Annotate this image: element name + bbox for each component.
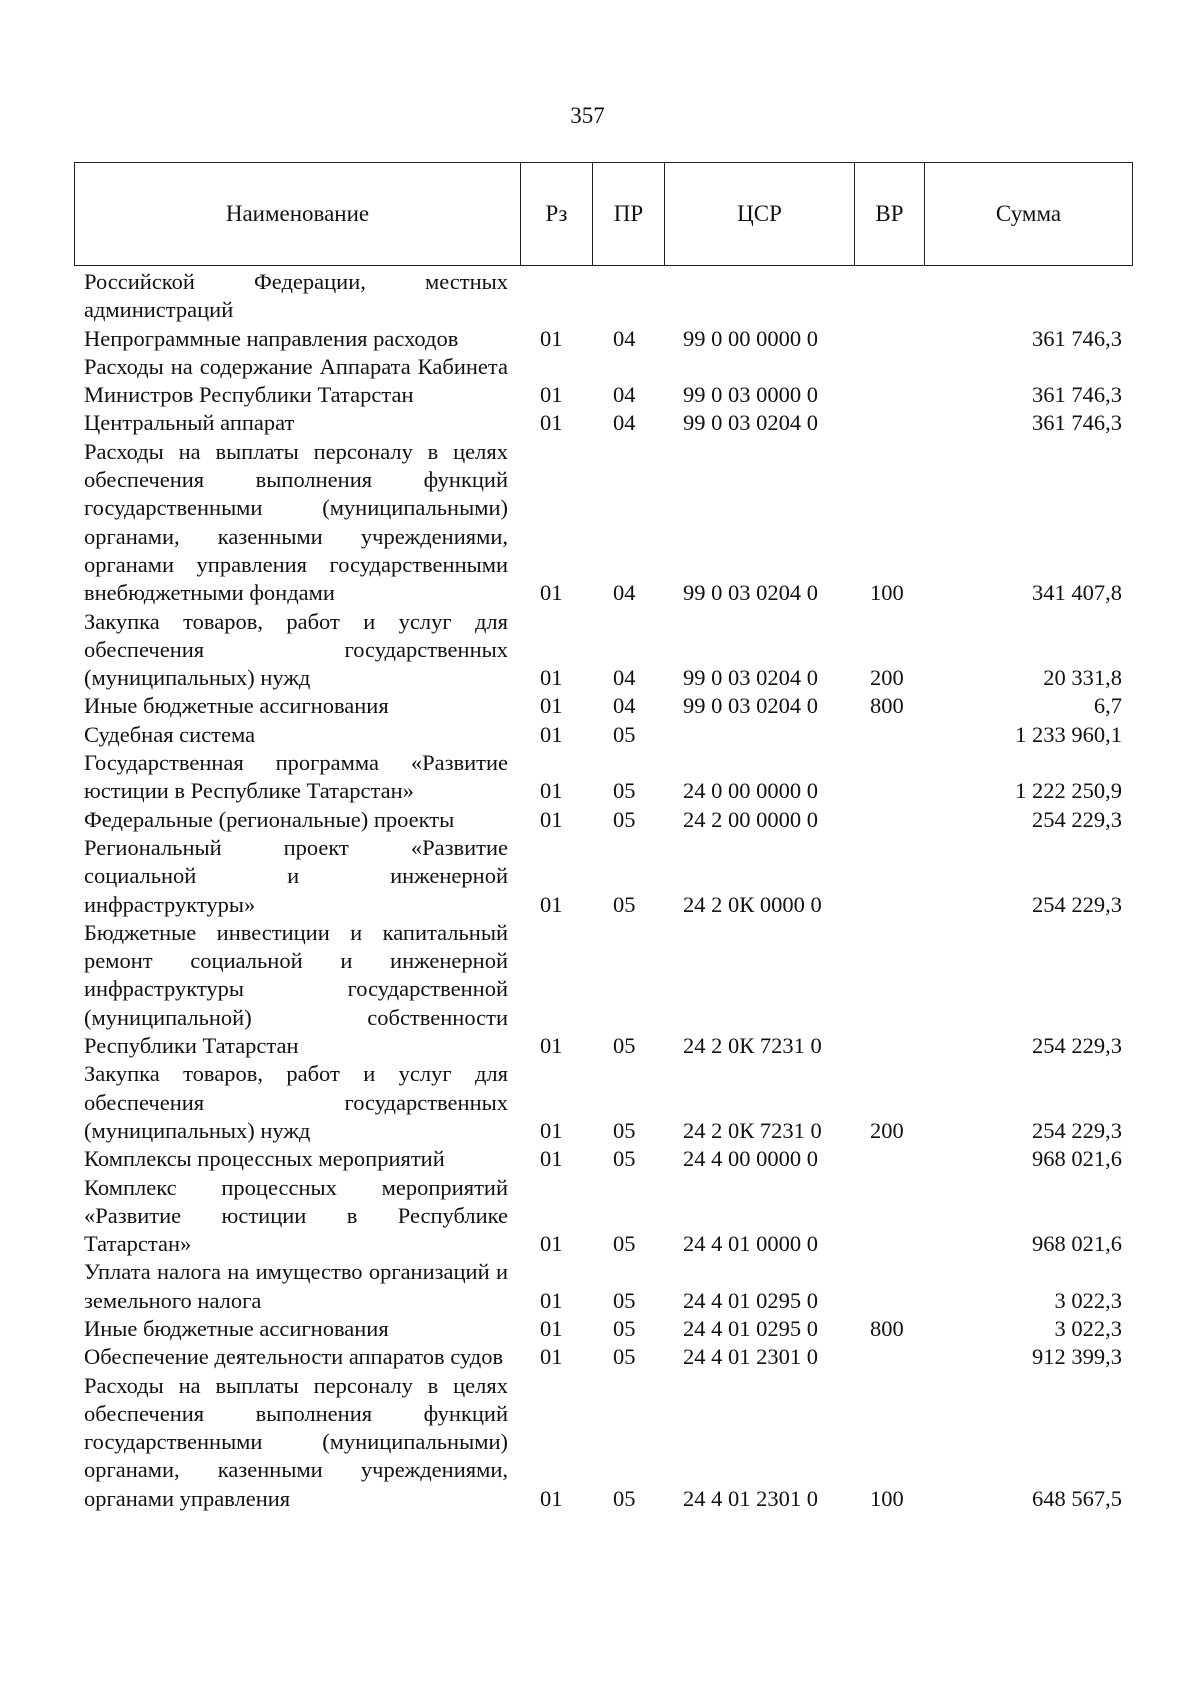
row-name: Федеральные (региональные) проекты xyxy=(84,806,455,832)
row-codes xyxy=(0,891,1200,919)
row-csr: 24 4 01 2301 0 xyxy=(683,1485,818,1511)
row-pr: 04 xyxy=(613,325,636,351)
row-sum: 361 746,3 xyxy=(1032,382,1122,408)
row-pr: 05 xyxy=(613,1146,636,1172)
row-pr: 05 xyxy=(613,1315,636,1341)
row-sum: 20 331,8 xyxy=(1043,665,1122,691)
row-codes xyxy=(0,381,1200,409)
row-sum: 1 222 250,9 xyxy=(1015,778,1122,804)
row-codes xyxy=(0,692,1200,720)
table-row xyxy=(0,1060,1200,1145)
row-codes xyxy=(0,1032,1200,1060)
row-name: Расходы на выплаты персоналу в целях обеспечения выполнения функций государственными (муниципальными) органами, казенными учреждениями, органами управления государственными внебюджетными фондами xyxy=(84,438,508,606)
table-row xyxy=(0,1315,1200,1343)
row-rz: 01 xyxy=(540,1231,563,1257)
row-pr: 05 xyxy=(613,891,636,917)
row-rz: 01 xyxy=(540,721,563,747)
row-name: Комплексы процессных мероприятий xyxy=(84,1146,445,1172)
table-row xyxy=(0,438,1200,608)
row-pr: 04 xyxy=(613,410,636,436)
row-name: Расходы на выплаты персоналу в целях обеспечения выполнения функций государственными (муниципальными) органами, казенными учреждениями, органами управления xyxy=(84,1372,508,1511)
row-vr: 100 xyxy=(870,1485,904,1511)
row-codes xyxy=(0,1343,1200,1371)
row-vr: 800 xyxy=(870,1315,904,1341)
row-rz: 01 xyxy=(540,891,563,917)
table-row xyxy=(0,834,1200,919)
table-row xyxy=(0,1145,1200,1173)
row-vr: 200 xyxy=(870,665,904,691)
row-name: Российской Федерации, местных администраций xyxy=(84,269,508,323)
row-vr: 800 xyxy=(870,693,904,719)
row-codes xyxy=(0,325,1200,353)
column-header-pr: ПР xyxy=(593,163,665,265)
row-csr: 99 0 03 0204 0 xyxy=(683,665,818,691)
row-csr: 99 0 03 0204 0 xyxy=(683,580,818,606)
column-header-csr: ЦСР xyxy=(665,163,855,265)
row-codes xyxy=(0,409,1200,437)
row-pr: 04 xyxy=(613,580,636,606)
row-rz: 01 xyxy=(540,1287,563,1313)
row-name: Расходы на содержание Аппарата Кабинета Министров Республики Татарстан xyxy=(84,353,508,408)
row-codes xyxy=(0,806,1200,834)
row-pr: 04 xyxy=(613,382,636,408)
table-row xyxy=(0,749,1200,806)
row-name: Закупка товаров, работ и услуг для обеспечения государственных (муниципальных) нужд xyxy=(84,1061,508,1143)
row-name: Бюджетные инвестиции и капитальный ремонт социальной и инженерной инфраструктуры государственной (муниципальной) собственности Республики Татарстан xyxy=(84,919,508,1059)
table-row xyxy=(0,608,1200,693)
row-pr: 05 xyxy=(613,778,636,804)
row-name: Государственная программа «Развитие юстиции в Республике Татарстан» xyxy=(84,750,508,804)
row-csr: 24 4 01 0000 0 xyxy=(683,1231,818,1257)
row-sum: 6,7 xyxy=(1093,693,1122,719)
row-csr: 24 2 0К 7231 0 xyxy=(683,1033,822,1059)
row-sum: 254 229,3 xyxy=(1032,1117,1122,1143)
table-row xyxy=(0,1343,1200,1371)
table-row xyxy=(0,409,1200,437)
row-codes xyxy=(0,1315,1200,1343)
row-name: Иные бюджетные ассигнования xyxy=(84,1315,389,1341)
row-codes xyxy=(0,1230,1200,1258)
row-csr: 24 2 0К 7231 0 xyxy=(683,1117,822,1143)
row-name: Уплата налога на имущество организаций и земельного налога xyxy=(84,1259,508,1313)
row-codes xyxy=(0,1485,1200,1513)
table-row xyxy=(0,1258,1200,1315)
row-pr: 04 xyxy=(613,665,636,691)
row-pr: 05 xyxy=(613,806,636,832)
row-sum: 361 746,3 xyxy=(1032,410,1122,436)
table-body xyxy=(0,268,1200,1513)
row-codes xyxy=(0,1145,1200,1173)
row-csr: 24 4 01 2301 0 xyxy=(683,1344,818,1370)
table-header xyxy=(74,162,1133,266)
table-row xyxy=(0,692,1200,720)
row-sum: 1 233 960,1 xyxy=(1015,721,1122,747)
row-sum: 341 407,8 xyxy=(1032,580,1122,606)
row-sum: 3 022,3 xyxy=(1054,1315,1122,1341)
column-header-sum: Сумма xyxy=(995,201,1062,226)
column-header-vr: ВР xyxy=(855,163,925,265)
row-rz: 01 xyxy=(540,382,563,408)
row-pr: 05 xyxy=(613,1117,636,1143)
table-row xyxy=(0,721,1200,749)
row-rz: 01 xyxy=(540,580,563,606)
row-sum: 648 567,5 xyxy=(1032,1485,1122,1511)
row-codes xyxy=(0,296,1200,324)
row-name: Центральный аппарат xyxy=(84,410,295,436)
row-codes xyxy=(0,579,1200,607)
row-sum: 912 399,3 xyxy=(1032,1344,1122,1370)
row-codes xyxy=(0,721,1200,749)
row-rz: 01 xyxy=(540,325,563,351)
row-name: Региональный проект «Развитие социальной и инженерной инфраструктуры» xyxy=(84,834,508,917)
row-name: Иные бюджетные ассигнования xyxy=(84,693,389,719)
row-sum: 254 229,3 xyxy=(1032,891,1122,917)
row-csr: 99 0 03 0204 0 xyxy=(683,693,818,719)
row-pr: 05 xyxy=(613,1344,636,1370)
row-sum: 361 746,3 xyxy=(1032,325,1122,351)
row-csr: 24 2 00 0000 0 xyxy=(683,806,818,832)
table-row xyxy=(0,353,1200,410)
row-csr: 24 4 01 0295 0 xyxy=(683,1315,818,1341)
row-name: Судебная система xyxy=(84,721,256,747)
row-rz: 01 xyxy=(540,778,563,804)
row-pr: 05 xyxy=(613,1033,636,1059)
row-codes xyxy=(0,664,1200,692)
page-number: 357 xyxy=(570,103,605,128)
table-row xyxy=(0,1372,1200,1513)
row-rz: 01 xyxy=(540,1117,563,1143)
row-sum: 968 021,6 xyxy=(1032,1146,1122,1172)
row-codes xyxy=(0,777,1200,805)
row-name: Комплекс процессных мероприятий «Развитие юстиции в Республике Татарстан» xyxy=(84,1174,508,1257)
row-codes xyxy=(0,1287,1200,1315)
row-rz: 01 xyxy=(540,1315,563,1341)
table-row xyxy=(0,268,1200,325)
row-vr: 200 xyxy=(870,1117,904,1143)
row-pr: 04 xyxy=(613,693,636,719)
table-row xyxy=(0,1174,1200,1259)
row-pr: 05 xyxy=(613,721,636,747)
row-vr: 100 xyxy=(870,580,904,606)
row-rz: 01 xyxy=(540,1033,563,1059)
row-rz: 01 xyxy=(540,1485,563,1511)
row-csr: 99 0 03 0204 0 xyxy=(683,410,818,436)
table-row xyxy=(0,325,1200,353)
row-csr: 24 4 01 0295 0 xyxy=(683,1287,818,1313)
row-sum: 3 022,3 xyxy=(1054,1287,1122,1313)
row-rz: 01 xyxy=(540,693,563,719)
row-codes xyxy=(0,1117,1200,1145)
column-header-name: Наименование xyxy=(75,163,521,265)
row-rz: 01 xyxy=(540,806,563,832)
row-name: Закупка товаров, работ и услуг для обеспечения государственных (муниципальных) нужд xyxy=(84,608,508,691)
row-sum: 254 229,3 xyxy=(1032,806,1122,832)
row-name: Обеспечение деятельности аппаратов судов xyxy=(84,1344,504,1370)
row-sum: 254 229,3 xyxy=(1032,1033,1122,1059)
row-rz: 01 xyxy=(540,1344,563,1370)
table-row xyxy=(0,919,1200,1060)
row-pr: 05 xyxy=(613,1287,636,1313)
row-csr: 99 0 03 0000 0 xyxy=(683,382,818,408)
row-pr: 05 xyxy=(613,1231,636,1257)
row-rz: 01 xyxy=(540,1146,563,1172)
column-header-rz: Рз xyxy=(521,163,593,265)
row-csr: 99 0 00 0000 0 xyxy=(683,325,818,351)
row-csr: 24 0 00 0000 0 xyxy=(683,778,818,804)
row-name: Непрограммные направления расходов xyxy=(84,325,459,351)
row-rz: 01 xyxy=(540,665,563,691)
row-pr: 05 xyxy=(613,1485,636,1511)
row-sum: 968 021,6 xyxy=(1032,1231,1122,1257)
row-csr: 24 2 0К 0000 0 xyxy=(683,891,822,917)
table-row xyxy=(0,806,1200,834)
row-csr: 24 4 00 0000 0 xyxy=(683,1146,818,1172)
row-rz: 01 xyxy=(540,410,563,436)
